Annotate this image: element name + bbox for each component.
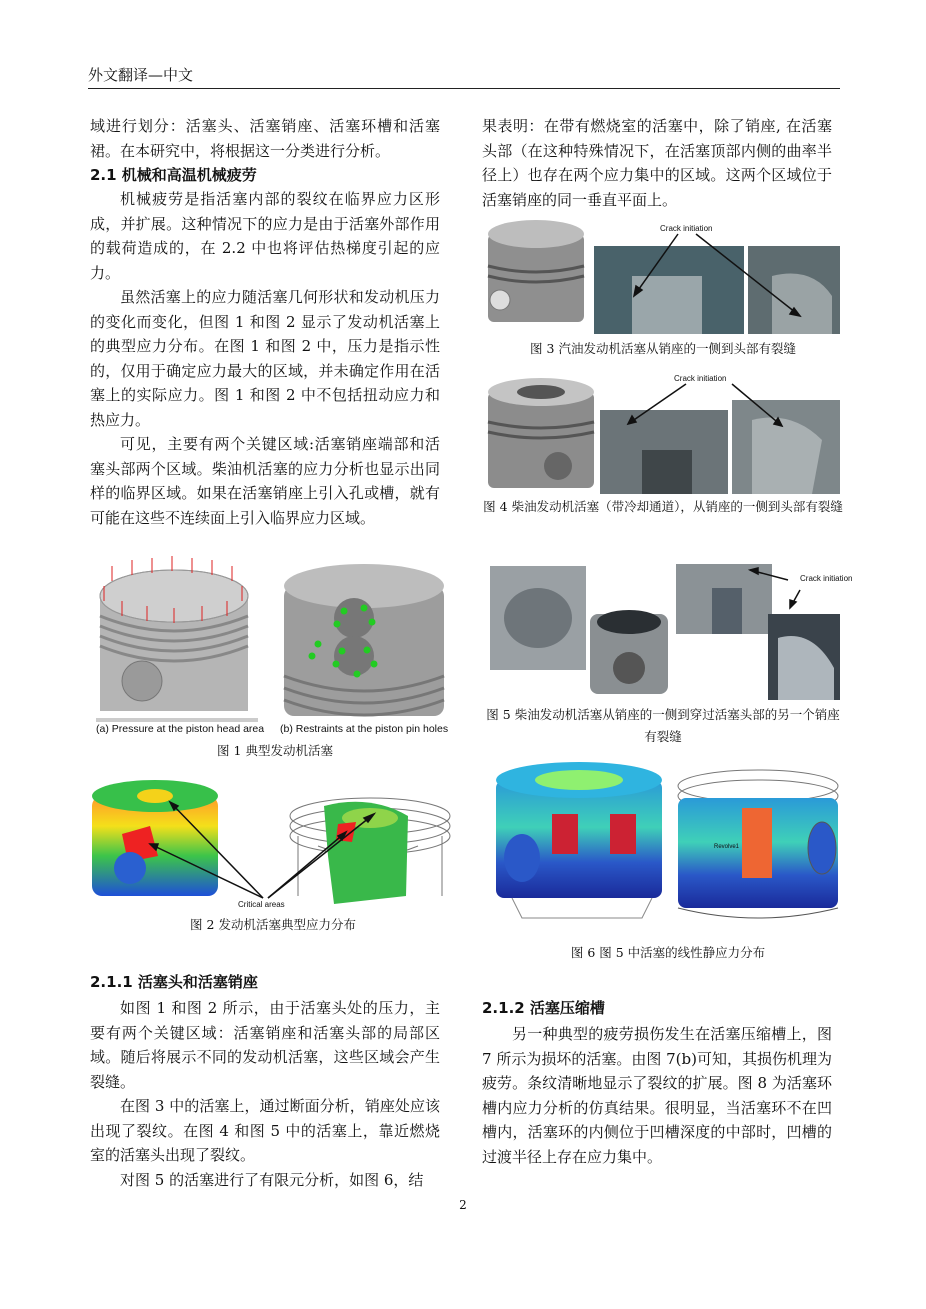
gasoline-piston-photo — [488, 220, 584, 322]
piston-side-photo — [590, 610, 668, 694]
figure-1 — [92, 556, 458, 766]
figure-3-image — [482, 216, 844, 336]
diesel-piston-photo — [488, 378, 594, 488]
paragraph: 如图 1 和图 2 所示，由于活塞头处的压力，主要有两个关键区域：活塞销座和活塞头部的局部区域。随后将展示不同的发动机活塞，这些区域会产生裂缝。 — [90, 999, 440, 1091]
figure-4 — [482, 370, 844, 546]
figure-1-image — [92, 556, 458, 736]
fe-analysis-piston-a — [496, 762, 662, 918]
figure-4-label: Crack initiation — [674, 374, 727, 383]
figure-3-label: Crack initiation — [660, 224, 713, 233]
paragraph: 对图 5 的活塞进行了有限元分析，如图 6，结 — [120, 1170, 424, 1189]
figure-2-caption: 图 2 发动机活塞典型应力分布 — [190, 917, 356, 932]
figure-2-image — [88, 776, 458, 912]
paragraph: 在图 3 中的活塞上，通过断面分析，销座处应该出现了裂纹。在图 4 和图 5 中的活塞上，靠近燃烧室的活塞头出现了裂纹。 — [90, 1097, 440, 1164]
figure-5-image — [482, 558, 844, 700]
figure-6-label: Revolve1 — [714, 844, 740, 850]
fe-analysis-piston-b — [678, 770, 838, 918]
piston-pin-restraints-image — [284, 564, 444, 716]
paragraph: 域进行划分：活塞头、活塞销座、活塞环槽和活塞裙。在本研究中，将根据这一分类进行分析。 — [90, 117, 440, 160]
figure-2 — [88, 776, 458, 942]
figure-3 — [482, 216, 844, 362]
section-heading-2-1-2: 2.1.2 活塞压缩槽 — [482, 999, 605, 1017]
figure-6 — [492, 758, 844, 970]
figure-1-caption: 图 1 典型发动机活塞 — [217, 743, 333, 758]
figure-2-label: Critical areas — [238, 900, 285, 909]
section-heading-2-1-1: 2.1.1 活塞头和活塞销座 — [90, 973, 258, 991]
paragraph: 果表明：在带有燃烧室的活塞中，除了销座, 在活塞头部（在这种特殊情况下，在活塞顶部内侧的曲率半径上）也存在两个应力集中的区域。这两个区域位于活塞销座的同一垂直平面上。 — [482, 117, 832, 209]
right-column-lower — [482, 996, 832, 1169]
figure-5-caption: 图 5 柴油发动机活塞从销座的一侧到穿过活塞头部的另一个销座有裂缝 — [486, 707, 840, 744]
paragraph: 另一种典型的疲劳损伤发生在活塞压缩槽上，图 7 所示为损坏的活塞。由图 7(b)可知，其损伤机理为疲劳。条纹清晰地显示了裂纹的扩展。图 8 为活塞环槽内应力分析的仿真结果。很明显，当活塞环不在凹槽内，活塞环的内侧位于凹槽深度的中部时，凹槽的过渡半径上存在应力集中。 — [482, 1025, 832, 1166]
left-column — [90, 114, 440, 530]
figure-3-caption: 图 3 汽油发动机活塞从销座的一侧到头部有裂缝 — [530, 341, 796, 356]
right-column — [482, 114, 832, 212]
figure-1-label-b: (b) Restraints at the piston pin holes — [280, 723, 449, 735]
paragraph: 虽然活塞上的应力随活塞几何形状和发动机压力的变化而变化，但图 1 和图 2 显示了发动机活塞上的典型应力分布。在图 1 和图 2 中，压力是指示性的，仅用于确定应力最大的区域，并未确定作用在活塞上的实际应力。图 1 和图 2 中不包括扭动应力和热应力。 — [90, 288, 440, 429]
figure-1-label-a: (a) Pressure at the piston head area — [96, 723, 265, 735]
header-rule — [88, 88, 840, 89]
page-number: 2 — [459, 1198, 467, 1212]
figure-4-caption: 图 4 柴油发动机活塞（带冷却通道），从销座的一侧到头部有裂缝 — [483, 499, 843, 514]
stress-distribution-piston-a — [92, 780, 218, 896]
figure-6-caption: 图 6 图 5 中活塞的线性静应力分布 — [570, 945, 766, 960]
figure-4-image — [482, 370, 844, 494]
piston-head-pressure-image — [100, 556, 248, 711]
figure-5-label: Crack initiation — [800, 574, 853, 583]
figure-6-image — [492, 758, 844, 934]
paragraph: 机械疲劳是指活塞内部的裂纹在临界应力区形成，并扩展。这种情况下的应力是由于活塞外部作用的载荷造成的，在 2.2 中也将评估热梯度引起的应力。 — [90, 190, 440, 282]
left-column-lower — [90, 970, 440, 1192]
section-heading-2-1: 2.1 机械和高温机械疲劳 — [90, 166, 257, 184]
paragraph: 可见，主要有两个关键区域:活塞销座端部和活塞头部两个区域。柴油机活塞的应力分析也显示出同样的临界区域。如果在活塞销座上引入孔或槽，就有可能在这些不连续面上引入临界应力区域。 — [90, 435, 440, 527]
running-header: 外文翻译—中文 — [88, 66, 194, 84]
figure-5 — [482, 558, 853, 752]
